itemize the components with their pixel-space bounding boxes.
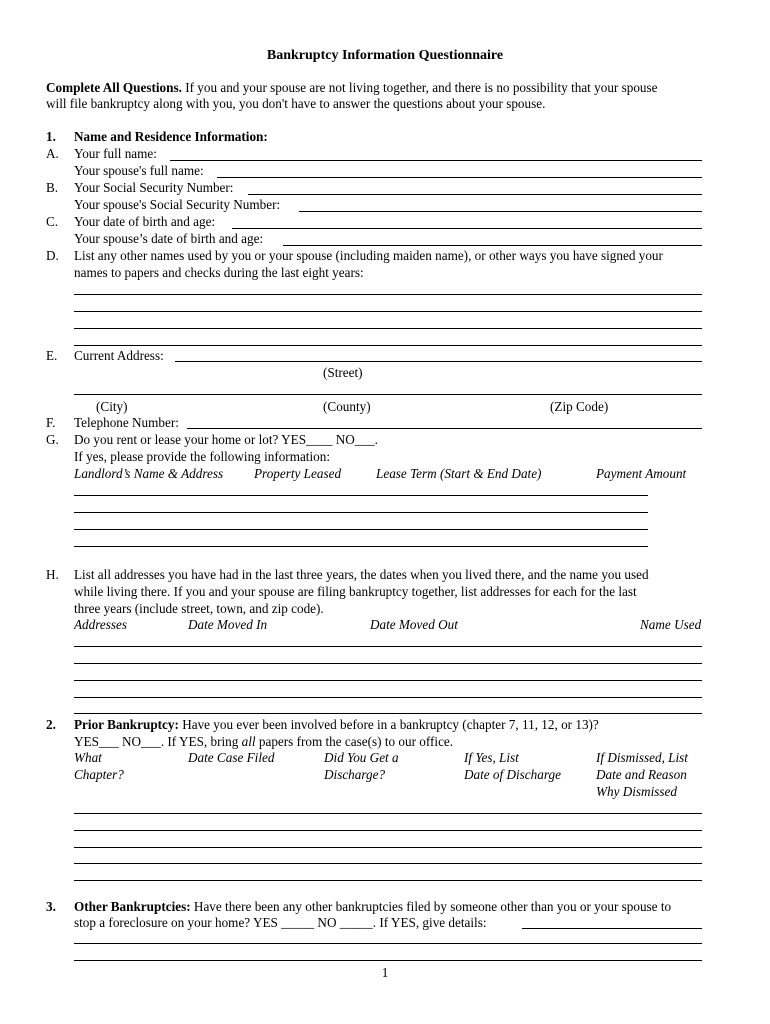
other-bankruptcies-question (74, 899, 671, 915)
prior-bring-papers: papers from the case(s) to our office. (255, 734, 454, 749)
other-bankruptcies-text-2: stop a foreclosure on your home? YES _____ NO _____. If YES, give details: (74, 915, 487, 930)
prior-bankruptcy-line[interactable] (74, 847, 702, 848)
full-name-label: Your full name: (74, 146, 157, 161)
bk-col-date-filed: Date Case Filed (188, 750, 275, 765)
item-g-letter: G. (46, 432, 59, 447)
bk-col-discharge-2: Discharge? (324, 767, 386, 782)
zip-caption: (Zip Code) (550, 399, 609, 414)
other-bankruptcies-line[interactable] (74, 943, 702, 944)
address-line[interactable] (74, 646, 702, 647)
address-line[interactable] (74, 680, 702, 681)
prior-bankruptcy-instructions (74, 734, 453, 750)
lease-line[interactable] (74, 512, 648, 513)
item-e-letter: E. (46, 348, 58, 363)
other-bankruptcies-details-field[interactable] (522, 928, 702, 929)
lease-line[interactable] (74, 546, 648, 547)
bk-col-chapter-1: What (74, 750, 102, 765)
address-line[interactable] (74, 663, 702, 664)
rent-lease-instructions: If yes, please provide the following information: (74, 449, 330, 464)
section-3-heading: Other Bankruptcies: (74, 899, 191, 914)
addresses-text-3: three years (include street, town, and zip code). (74, 601, 324, 616)
item-d-letter: D. (46, 248, 59, 263)
addresses-text-1: List all addresses you have had in the last three years, the dates when you lived there, and the name you used (74, 567, 649, 582)
intro-text-1: If you and your spouse are not living together, and there is no possibility that your spouse (185, 80, 658, 95)
section-1-heading: Name and Residence Information: (74, 129, 268, 144)
bk-col-discharge-date-1: If Yes, List (464, 750, 519, 765)
telephone-label: Telephone Number: (74, 415, 179, 430)
prior-bankruptcy-text: Have you ever been involved before in a bankruptcy (chapter 7, 11, 12, or 13)? (182, 717, 599, 732)
ssn-field[interactable] (248, 194, 702, 195)
lease-col-property: Property Leased (254, 466, 342, 481)
bk-col-dismissed-2: Date and Reason (596, 767, 687, 782)
page-number: 1 (381, 965, 389, 980)
other-names-text-2: names to papers and checks during the last eight years: (74, 265, 364, 280)
other-names-line[interactable] (74, 345, 702, 346)
section-1-number: 1. (46, 129, 56, 144)
intro-line-2: will file bankruptcy along with you, you don't have to answer the questions about your spouse. (46, 96, 546, 111)
addr-col-moved-out: Date Moved Out (370, 617, 458, 632)
item-c-letter: C. (46, 214, 59, 229)
addresses-text-2: while living there. If you and your spouse are filing bankruptcy together, list addresses for each for the last (74, 584, 637, 599)
lease-col-payment: Payment Amount (596, 466, 687, 481)
intro-line-1 (46, 80, 658, 96)
intro-lead: Complete All Questions. (46, 80, 182, 95)
dob-field[interactable] (232, 228, 702, 229)
bk-col-chapter-2: Chapter? (74, 767, 124, 782)
prior-bankruptcy-question (74, 717, 599, 733)
lease-line[interactable] (74, 529, 648, 530)
prior-bankruptcy-line[interactable] (74, 813, 702, 814)
section-2-number: 2. (46, 717, 56, 732)
rent-lease-question: Do you rent or lease your home or lot? YES____ NO___. (74, 432, 378, 447)
other-names-text-1: List any other names used by you or your spouse (including maiden name), or other ways you have signed your (74, 248, 663, 263)
other-names-line[interactable] (74, 328, 702, 329)
page-title: Bankruptcy Information Questionnaire (266, 48, 504, 63)
bk-col-dismissed-1: If Dismissed, List (596, 750, 688, 765)
bk-col-discharge-1: Did You Get a (324, 750, 399, 765)
prior-bankruptcy-line[interactable] (74, 880, 702, 881)
section-2-heading: Prior Bankruptcy: (74, 717, 179, 732)
prior-bankruptcy-line[interactable] (74, 830, 702, 831)
city-county-zip-field[interactable] (74, 394, 702, 395)
spouse-dob-label: Your spouse’s date of birth and age: (74, 231, 264, 246)
spouse-ssn-label: Your spouse's Social Security Number: (74, 197, 281, 212)
lease-line[interactable] (74, 495, 648, 496)
ssn-label: Your Social Security Number: (74, 180, 234, 195)
section-3-number: 3. (46, 899, 56, 914)
prior-bankruptcy-line[interactable] (74, 863, 702, 864)
addr-col-addresses: Addresses (74, 617, 127, 632)
telephone-field[interactable] (187, 428, 702, 429)
item-a-letter: A. (46, 146, 59, 161)
spouse-ssn-field[interactable] (299, 211, 702, 212)
addr-col-name-used: Name Used (640, 617, 702, 632)
county-caption: (County) (323, 399, 371, 414)
other-bankruptcies-line[interactable] (74, 960, 702, 961)
bk-col-discharge-date-2: Date of Discharge (464, 767, 561, 782)
other-names-line[interactable] (74, 294, 702, 295)
dob-label: Your date of birth and age: (74, 214, 216, 229)
current-address-label: Current Address: (74, 348, 164, 363)
item-h-letter: H. (46, 567, 59, 582)
city-caption: (City) (96, 399, 128, 414)
spouse-dob-field[interactable] (283, 245, 702, 246)
addr-col-moved-in: Date Moved In (188, 617, 268, 632)
street-caption: (Street) (323, 365, 363, 380)
spouse-name-label: Your spouse's full name: (74, 163, 204, 178)
item-b-letter: B. (46, 180, 59, 195)
address-line[interactable] (74, 697, 702, 698)
other-bankruptcies-text: Have there been any other bankruptcies filed by someone other than you or your spouse to (193, 899, 672, 914)
spouse-name-field[interactable] (217, 177, 702, 178)
item-f-letter: F. (46, 415, 56, 430)
prior-yes-no: YES___ NO___. If YES, bring (74, 734, 242, 749)
full-name-field[interactable] (170, 160, 702, 161)
street-field[interactable] (175, 361, 702, 362)
other-names-line[interactable] (74, 311, 702, 312)
bk-col-dismissed-3: Why Dismissed (596, 784, 677, 799)
prior-all-emphasis: all (241, 734, 256, 749)
address-line[interactable] (74, 713, 702, 714)
lease-col-landlord: Landlord’s Name & Address (74, 466, 224, 481)
lease-col-term: Lease Term (Start & End Date) (376, 466, 542, 481)
